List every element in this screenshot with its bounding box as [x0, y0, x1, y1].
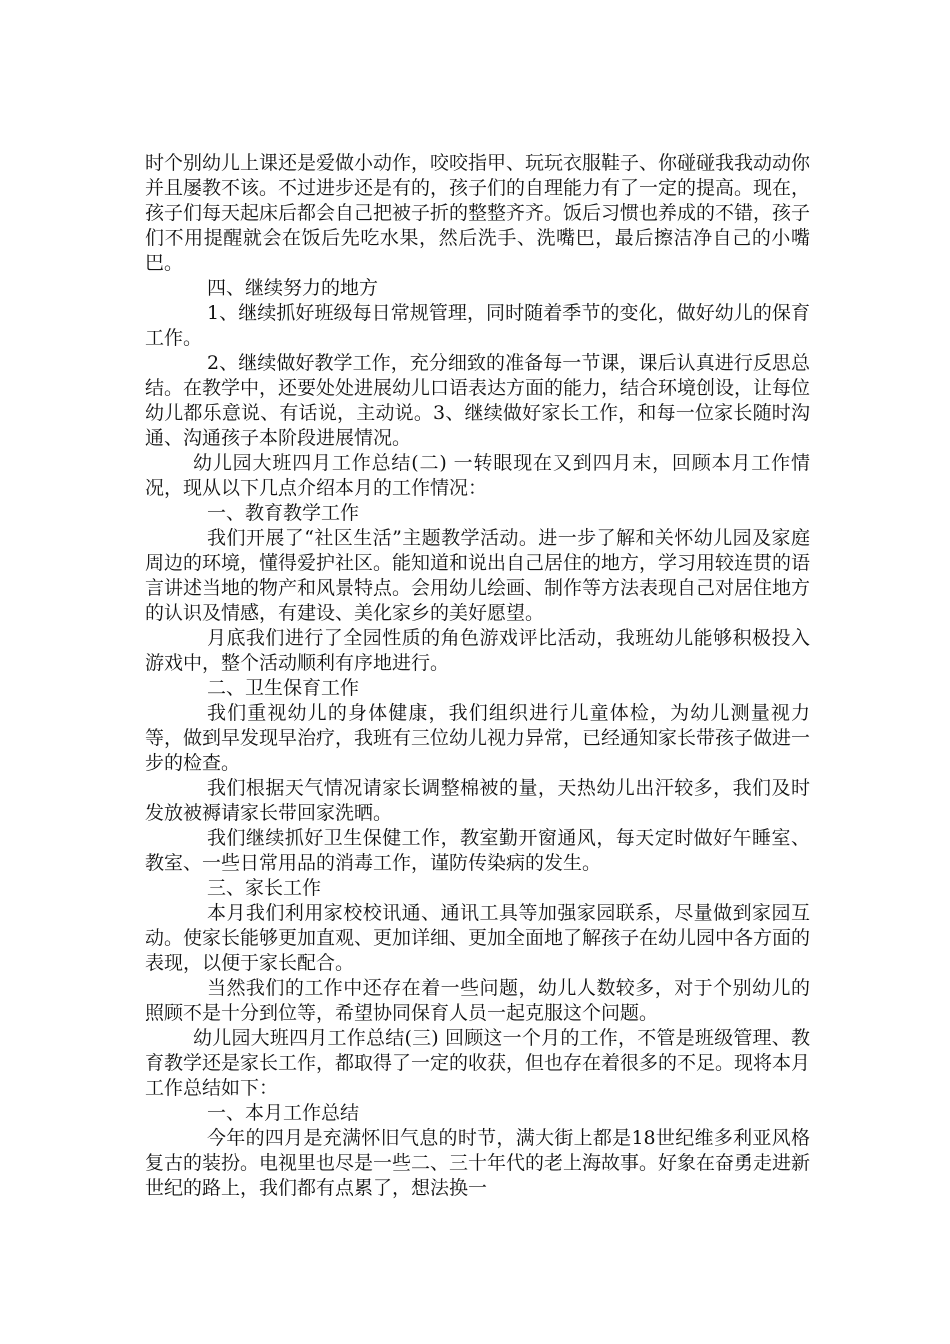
- section-heading: 四、继续努力的地方: [207, 277, 379, 299]
- paragraph: 我们重视幼儿的身体健康，我们组织进行儿童体检，为幼儿测量视力等，做到早发现早治疗，我班有三位幼儿视力异常，已经通知家长带孩子做进一步的检查。: [145, 702, 811, 774]
- paragraph: 本月我们利用家校校讯通、通讯工具等加强家园联系，尽量做到家园互动。使家长能够更加直观、更加详细、更加全面地了解孩子在幼儿园中各方面的表现，以便于家长配合。: [145, 902, 811, 974]
- paragraph: 今年的四月是充满怀旧气息的时节，满大街上都是18世纪维多利亚风格复古的装扮。电视里也尽是一些二、三十年代的老上海故事。好象在奋勇走进新世纪的路上，我们都有点累了，想法换一: [145, 1127, 811, 1199]
- document-body: [145, 151, 810, 1201]
- paragraph: 1、继续抓好班级每日常规管理，同时随着季节的变化，做好幼儿的保育工作。: [145, 302, 810, 349]
- paragraph: 幼儿园大班四月工作总结(三) 回顾这一个月的工作，不管是班级管理、教育教学还是家长工作，都取得了一定的收获，但也存在着很多的不足。现将本月工作总结如下：: [145, 1027, 811, 1099]
- paragraph: 当然我们的工作中还存在着一些问题，幼儿人数较多，对于个别幼儿的照顾不是十分到位等，希望协同保育人员一起克服这个问题。: [145, 977, 810, 1024]
- paragraph: 月底我们进行了全园性质的角色游戏评比活动，我班幼儿能够积极投入游戏中，整个活动顺利有序地进行。: [145, 627, 810, 674]
- section-heading: 二、卫生保育工作: [207, 677, 360, 699]
- section-heading: 三、家长工作: [207, 877, 322, 899]
- paragraph: 我们继续抓好卫生保健工作，教室勤开窗通风，每天定时做好午睡室、教室、一些日常用品的消毒工作，谨防传染病的发生。: [145, 827, 810, 874]
- paragraph: 2、继续做好教学工作，充分细致的准备每一节课，课后认真进行反思总结。在教学中，还要处处进展幼儿口语表达方面的能力，结合环境创设，让每位幼儿都乐意说、有话说，主动说。3、继续做好家长工作，和每一位家长随时沟通、沟通孩子本阶段进展情况。: [145, 352, 811, 449]
- paragraph: 我们开展了“社区生活”主题教学活动。进一步了解和关怀幼儿园及家庭周边的环境，懂得爱护社区。能知道和说出自己居住的地方，学习用较连贯的语言讲述当地的物产和风景特点。会用幼儿绘画、制作等方法表现自己对居住地方的认识及情感，有建设、美化家乡的美好愿望。: [145, 527, 811, 624]
- paragraph: 我们根据天气情况请家长调整棉被的量，天热幼儿出汗较多，我们及时发放被褥请家长带回家洗晒。: [145, 777, 810, 824]
- section-heading: 一、教育教学工作: [207, 502, 360, 524]
- paragraph: 时个别幼儿上课还是爱做小动作，咬咬指甲、玩玩衣服鞋子、你碰碰我我动动你并且屡教不该。不过进步还是有的，孩子们的自理能力有了一定的提高。现在，孩子们每天起床后都会自己把被子折的整整齐齐。饭后习惯也养成的不错，孩子们不用提醒就会在饭后先吃水果，然后洗手、洗嘴巴，最后擦洁净自己的小嘴巴。: [145, 152, 811, 274]
- paragraph: 幼儿园大班四月工作总结(二) 一转眼现在又到四月末，回顾本月工作情况，现从以下几点介绍本月的工作情况：: [145, 452, 810, 499]
- section-heading: 一、本月工作总结: [207, 1102, 360, 1124]
